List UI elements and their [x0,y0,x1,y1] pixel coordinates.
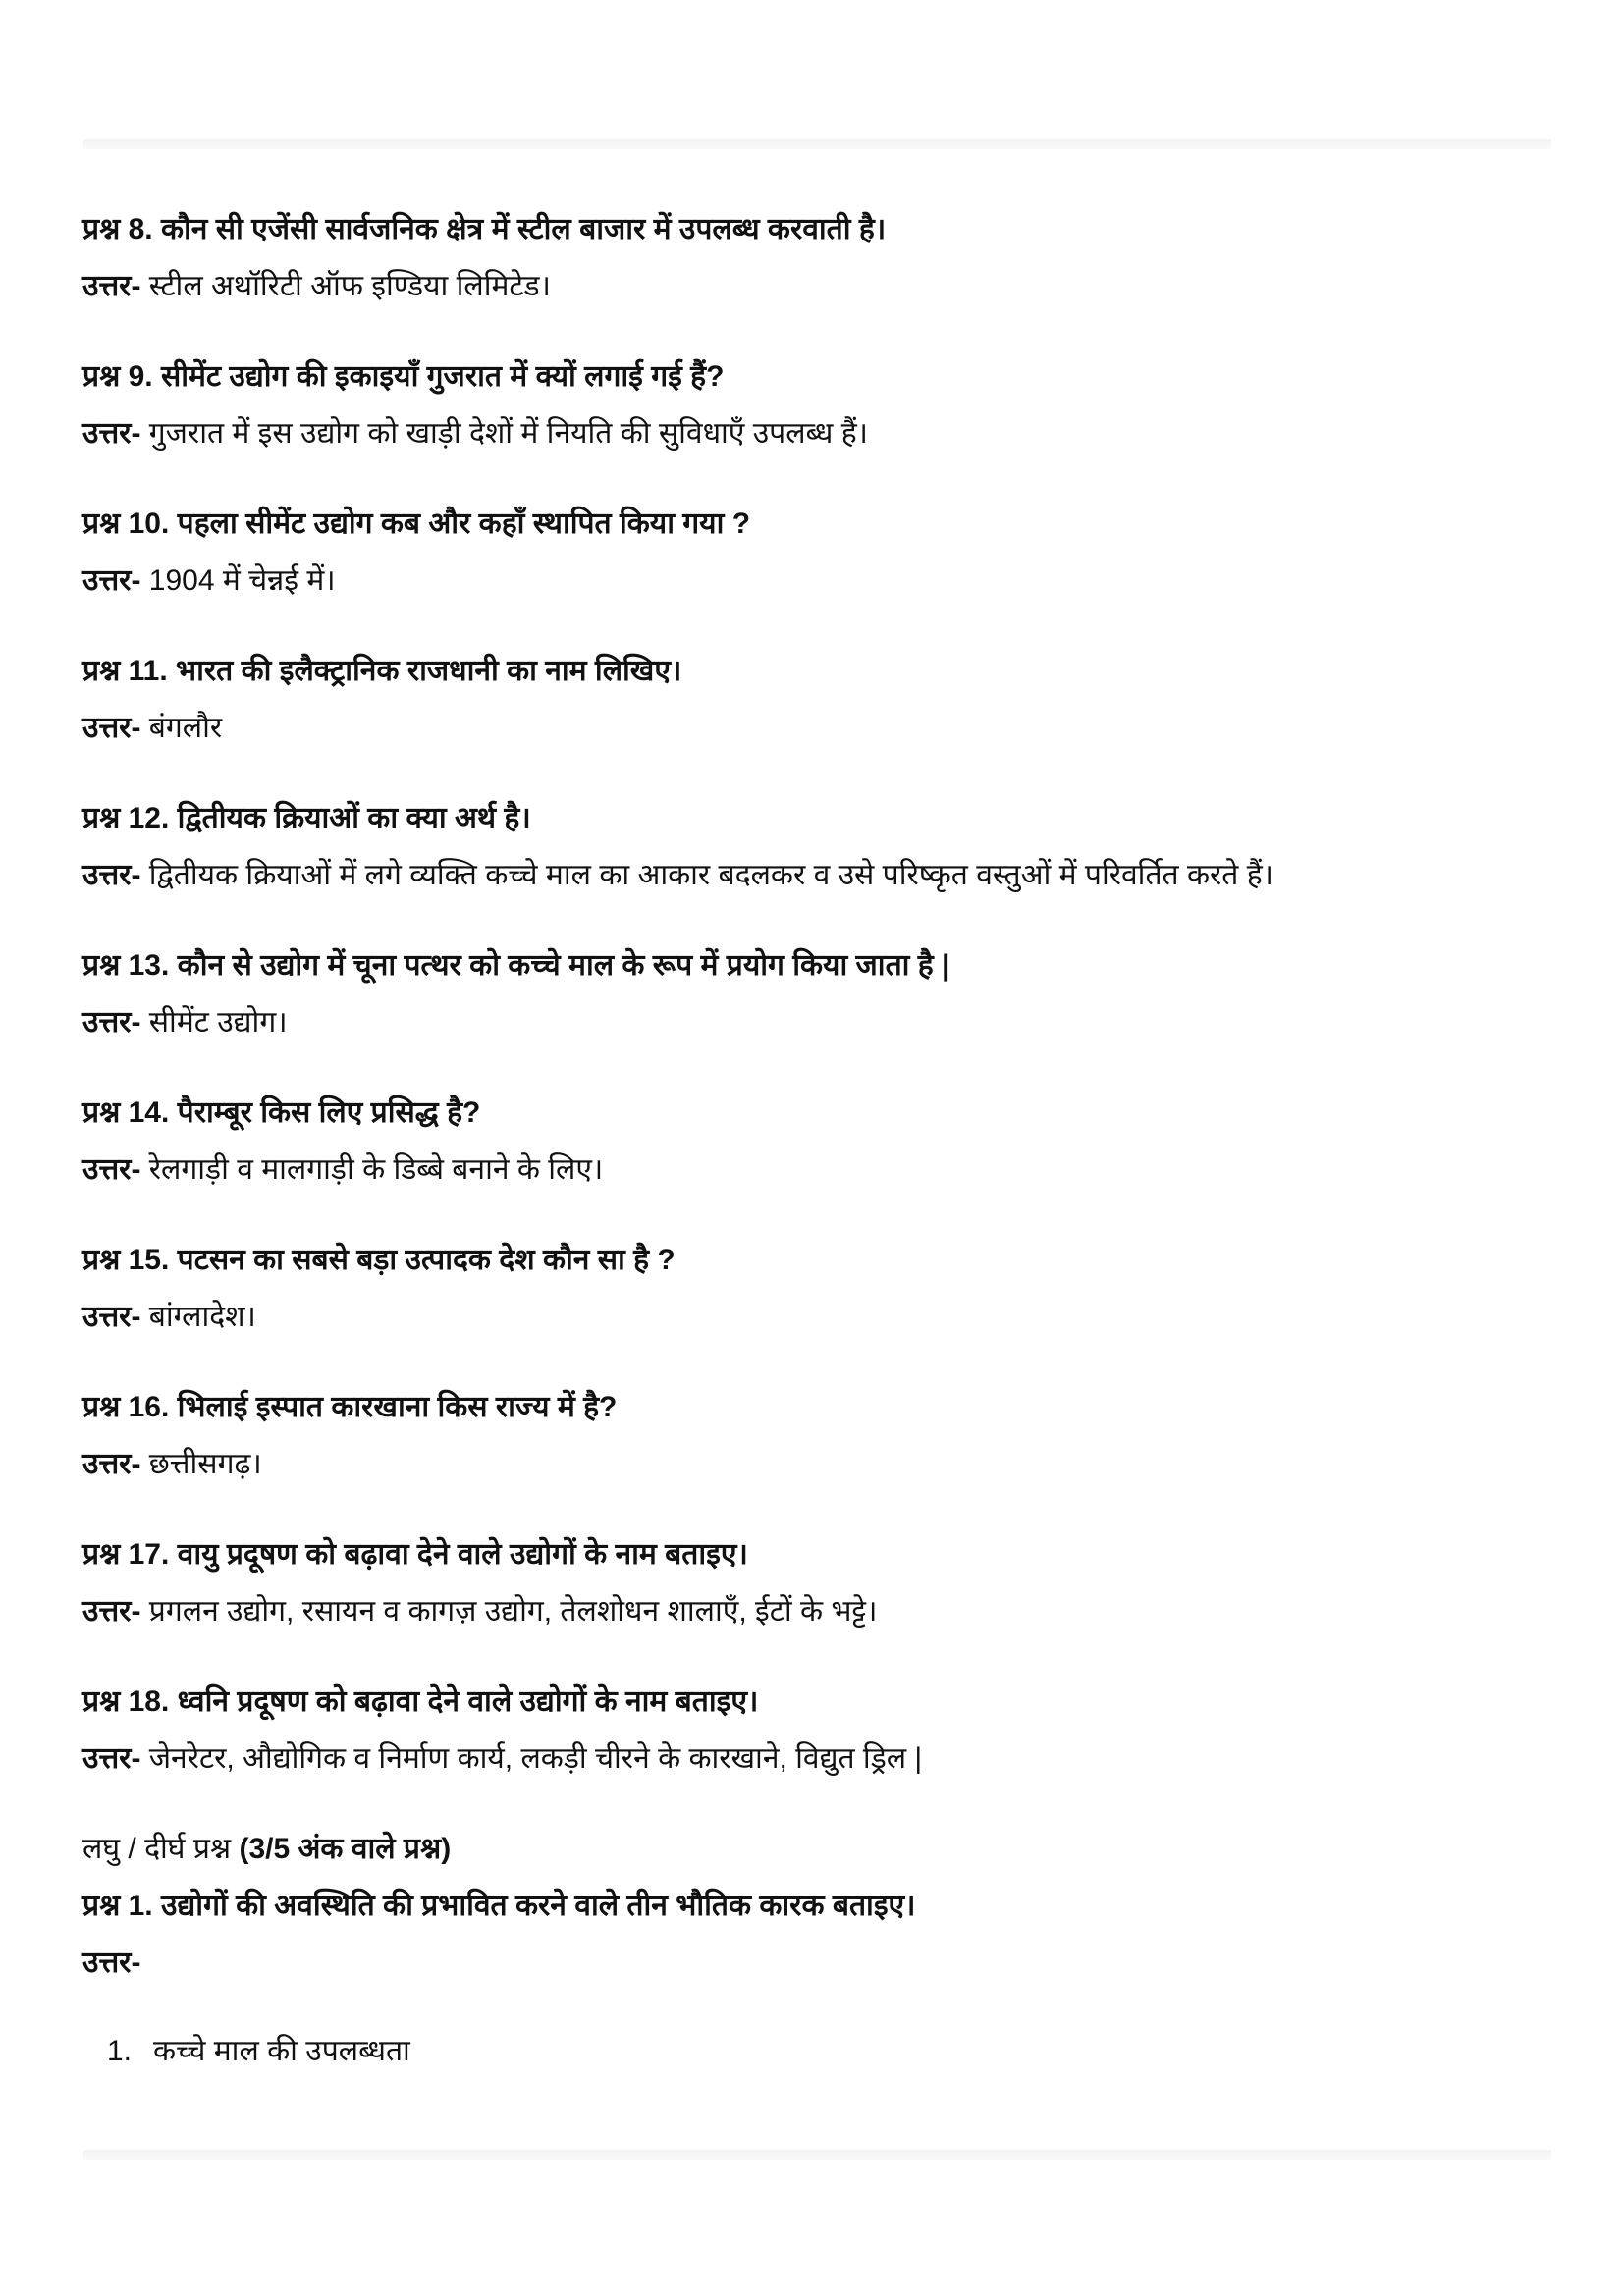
section-heading [82,1821,1555,1878]
qa-item-15 [82,1232,1555,1346]
qa-content [82,201,1555,2080]
qa-item-16 [82,1379,1555,1493]
answer-label: उत्तर- [82,859,141,891]
section-heading-marks: (3/5 अंक वाले प्रश्न) [239,1833,452,1865]
section-question: प्रश्न 1. उद्योगों की अवस्थिति की प्रभावित करने वाले तीन भौतिक कारक बताइए। [82,1890,916,1922]
list-item-number: 1. [106,2035,132,2067]
answer-text: बंगलौर [140,712,223,744]
answer-label: उत्तर- [82,712,141,744]
answer-line [82,700,1555,757]
answer-line [82,847,1555,904]
answer-text: स्टील अथॉरिटी ऑफ इण्डिया लिमिटेड। [140,270,551,302]
answer-line [82,258,1555,315]
answer-text: बांग्लादेश। [140,1301,256,1333]
question-text: प्रश्न 8. कौन सी एजेंसी सार्वजनिक क्षेत्र में स्टील बाजार में उपलब्ध करवाती है। [82,213,887,245]
question-text: प्रश्न 12. द्वितीयक क्रियाओं का क्या अर्थ है। [82,802,531,834]
answer-text: छत्तीसगढ़। [140,1448,262,1480]
answer-text: प्रगलन उद्योग, रसायन व कागज़ उद्योग, तेलशोधन शालाएँ, ईटों के भट्टे। [140,1595,878,1628]
answer-list [82,2023,1555,2080]
long-question-section [82,1821,1555,2080]
answer-text: जेनरेटर, औद्योगिक व निर्माण कार्य, लकड़ी चीरने के कारखाने, विद्युत ड्रिल | [140,1742,923,1775]
question-text: प्रश्न 13. कौन से उद्योग में चूना पत्थर को कच्चे माल के रूप में प्रयोग किया जाता है | [82,949,950,982]
answer-label: उत्तर- [82,1448,141,1480]
answer-line [82,1436,1555,1493]
answer-line [82,1289,1555,1346]
answer-label: उत्तर- [82,417,141,450]
question-text: प्रश्न 9. सीमेंट उद्योग की इकाइयाँ गुजरात में क्यों लगाई गई हैं? [82,360,725,393]
answer-label: उत्तर- [82,1742,141,1775]
question-text: प्रश्न 10. पहला सीमेंट उद्योग कब और कहाँ स्थापित किया गया ? [82,507,751,540]
qa-item-8 [82,201,1555,315]
answer-label: उत्तर- [82,1301,141,1333]
section-heading-prefix: लघु / दीर्घ प्रश्न [82,1833,240,1865]
answer-label: उत्तर- [82,270,141,302]
answer-text: 1904 में चेन्नई में। [140,564,336,597]
qa-item-11 [82,643,1555,757]
answer-text: द्वितीयक क्रियाओं में लगे व्यक्ति कच्चे माल का आकार बदलकर व उसे परिष्कृत वस्तुओं में परिवर्तित करते हैं। [140,859,1274,891]
answer-line [82,405,1555,462]
section-answer-label: उत्तर- [82,1947,141,1979]
answer-text: सीमेंट उद्योग। [140,1006,288,1039]
question-text: प्रश्न 18. ध्वनि प्रदूषण को बढ़ावा देने वाले उद्योगों के नाम बताइए। [82,1685,759,1718]
question-text: प्रश्न 15. पटसन का सबसे बड़ा उत्पादक देश कौन सा है ? [82,1244,676,1276]
question-text: प्रश्न 14. पैराम्बूर किस लिए प्रसिद्ध है? [82,1096,481,1129]
answer-label: उत्तर- [82,564,141,597]
answer-line [82,553,1555,610]
answer-text: रेलगाड़ी व मालगाड़ी के डिब्बे बनाने के लिए। [140,1153,604,1186]
bottom-divider [83,2150,1551,2160]
question-text: प्रश्न 17. वायु प्रदूषण को बढ़ावा देने वाले उद्योगों के नाम बताइए। [82,1538,748,1571]
qa-item-17 [82,1526,1555,1640]
answer-label: उत्तर- [82,1006,141,1039]
question-text: प्रश्न 16. भिलाई इस्पात कारखाना किस राज्य में है? [82,1391,618,1423]
qa-item-12 [82,790,1555,904]
qa-item-13 [82,937,1555,1051]
answer-line [82,1731,1555,1788]
question-text: प्रश्न 11. भारत की इलैक्ट्रानिक राजधानी का नाम लिखिए। [82,655,682,687]
list-item-text: कच्चे माल की उपलब्धता [153,2035,410,2067]
answer-line [82,1583,1555,1640]
answer-label: उत्तर- [82,1153,141,1186]
qa-item-10 [82,496,1555,610]
answer-label: उत्तर- [82,1595,141,1628]
qa-item-9 [82,348,1555,462]
answer-line [82,994,1555,1051]
list-item [82,2023,1555,2080]
top-divider [83,139,1551,149]
answer-text: गुजरात में इस उद्योग को खाड़ी देशों में नियति की सुविधाएँ उपलब्ध हैं। [140,417,869,450]
answer-line [82,1142,1555,1199]
qa-item-18 [82,1674,1555,1788]
qa-item-14 [82,1085,1555,1199]
